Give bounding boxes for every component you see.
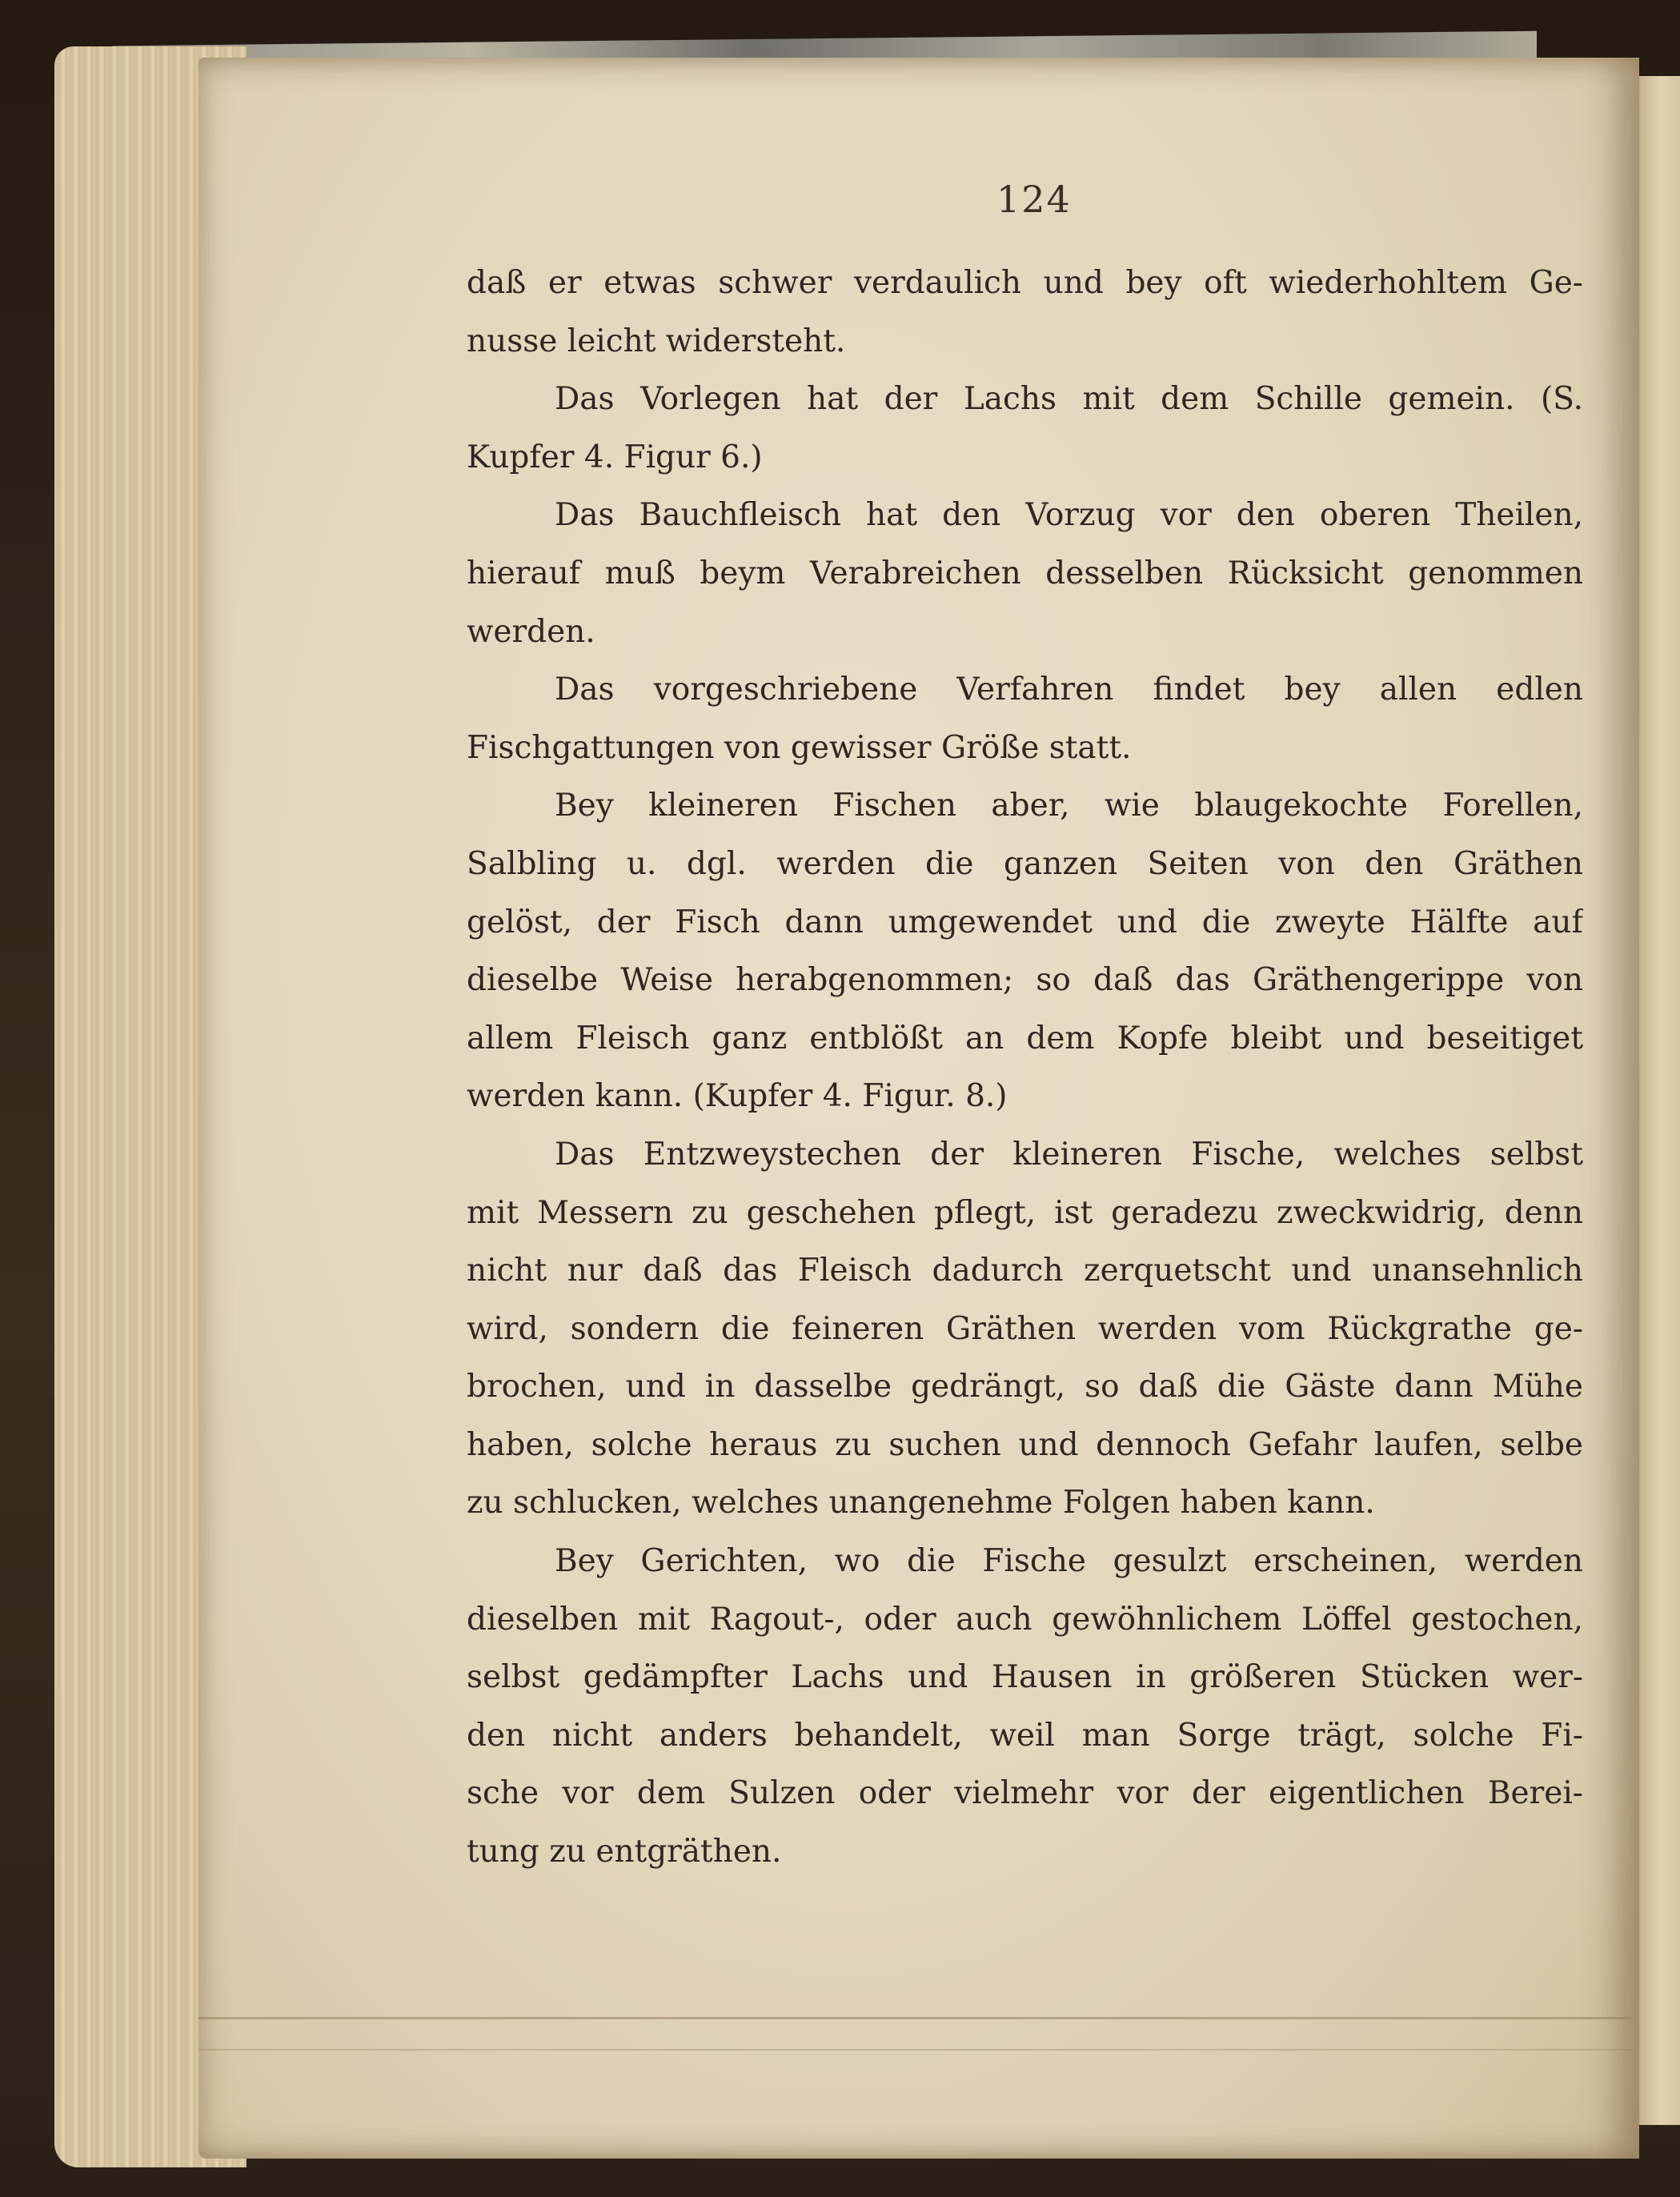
text-line: werden kann. (Kupfer 4. Figur. 8.) xyxy=(467,1078,1008,1115)
page-text xyxy=(467,255,1583,1882)
text-line: Das Bauchfleisch hat den Vorzug vor den oberen Theilen, xyxy=(555,497,1583,534)
text-line: Kupfer 4. Figur 6.) xyxy=(467,439,763,475)
text-line: werden. xyxy=(467,613,595,650)
text-line: hierauf muß beym Verabreichen desselben Rücksicht genommen xyxy=(467,555,1583,591)
text-line: sche vor dem Sulzen oder vielmehr vor der eigentlichen Berei- xyxy=(467,1775,1583,1812)
text-line: Bey kleineren Fischen aber, wie blaugekochte Forellen, xyxy=(555,788,1583,824)
text-line: nusse leicht widersteht. xyxy=(467,323,846,359)
text-line: Das Entzweystechen der kleineren Fische, welches selbst xyxy=(555,1136,1583,1173)
text-line: allem Fleisch ganz entblößt an dem Kopfe bleibt und beseitiget xyxy=(467,1020,1583,1056)
text-line: zu schlucken, welches unangenehme Folgen haben kann. xyxy=(467,1485,1375,1521)
text-line: gelöst, der Fisch dann umgewendet und die zweyte Hälfte auf xyxy=(467,904,1583,940)
text-line: Bey Gerichten, wo die Fische gesulzt erscheinen, werden xyxy=(555,1543,1583,1580)
page-crease-line xyxy=(198,2017,1631,2019)
text-line: dieselben mit Ragout-, oder auch gewöhnlichem Löffel gestochen, xyxy=(467,1601,1583,1638)
text-line: Das vorgeschriebene Verfahren findet bey allen edlen xyxy=(555,672,1583,708)
text-line: Fischgattungen von gewisser Größe statt. xyxy=(467,729,1132,766)
page-crease-line xyxy=(198,2049,1631,2051)
text-line: brochen, und in dasselbe gedrängt, so daß die Gäste dann Mühe xyxy=(467,1369,1583,1405)
text-line: dieselbe Weise herabgenommen; so daß das Gräthengerippe von xyxy=(467,962,1583,999)
text-line: selbst gedämpfter Lachs und Hausen in größeren Stücken wer- xyxy=(467,1659,1583,1696)
text-line: nicht nur daß das Fleisch dadurch zerquetscht und unansehnlich xyxy=(467,1253,1583,1289)
text-line: wird, sondern die feineren Gräthen werden vom Rückgrathe ge- xyxy=(467,1310,1583,1347)
text-line: Das Vorlegen hat der Lachs mit dem Schille gemein. (S. xyxy=(555,381,1583,418)
text-line: mit Messern zu geschehen pflegt, ist geradezu zweckwidrig, denn xyxy=(467,1194,1583,1231)
text-line: den nicht anders behandelt, weil man Sorge trägt, solche Fi- xyxy=(467,1717,1583,1754)
text-line: tung zu entgräthen. xyxy=(467,1834,782,1870)
text-line: Salbling u. dgl. werden die ganzen Seiten von den Gräthen xyxy=(467,845,1583,882)
page-number: 124 xyxy=(996,178,1072,221)
text-line: haben, solche heraus zu suchen und dennoch Gefahr laufen, selbe xyxy=(467,1426,1583,1463)
text-line: daß er etwas schwer verdaulich und bey oft wiederhohltem Ge- xyxy=(467,265,1583,301)
